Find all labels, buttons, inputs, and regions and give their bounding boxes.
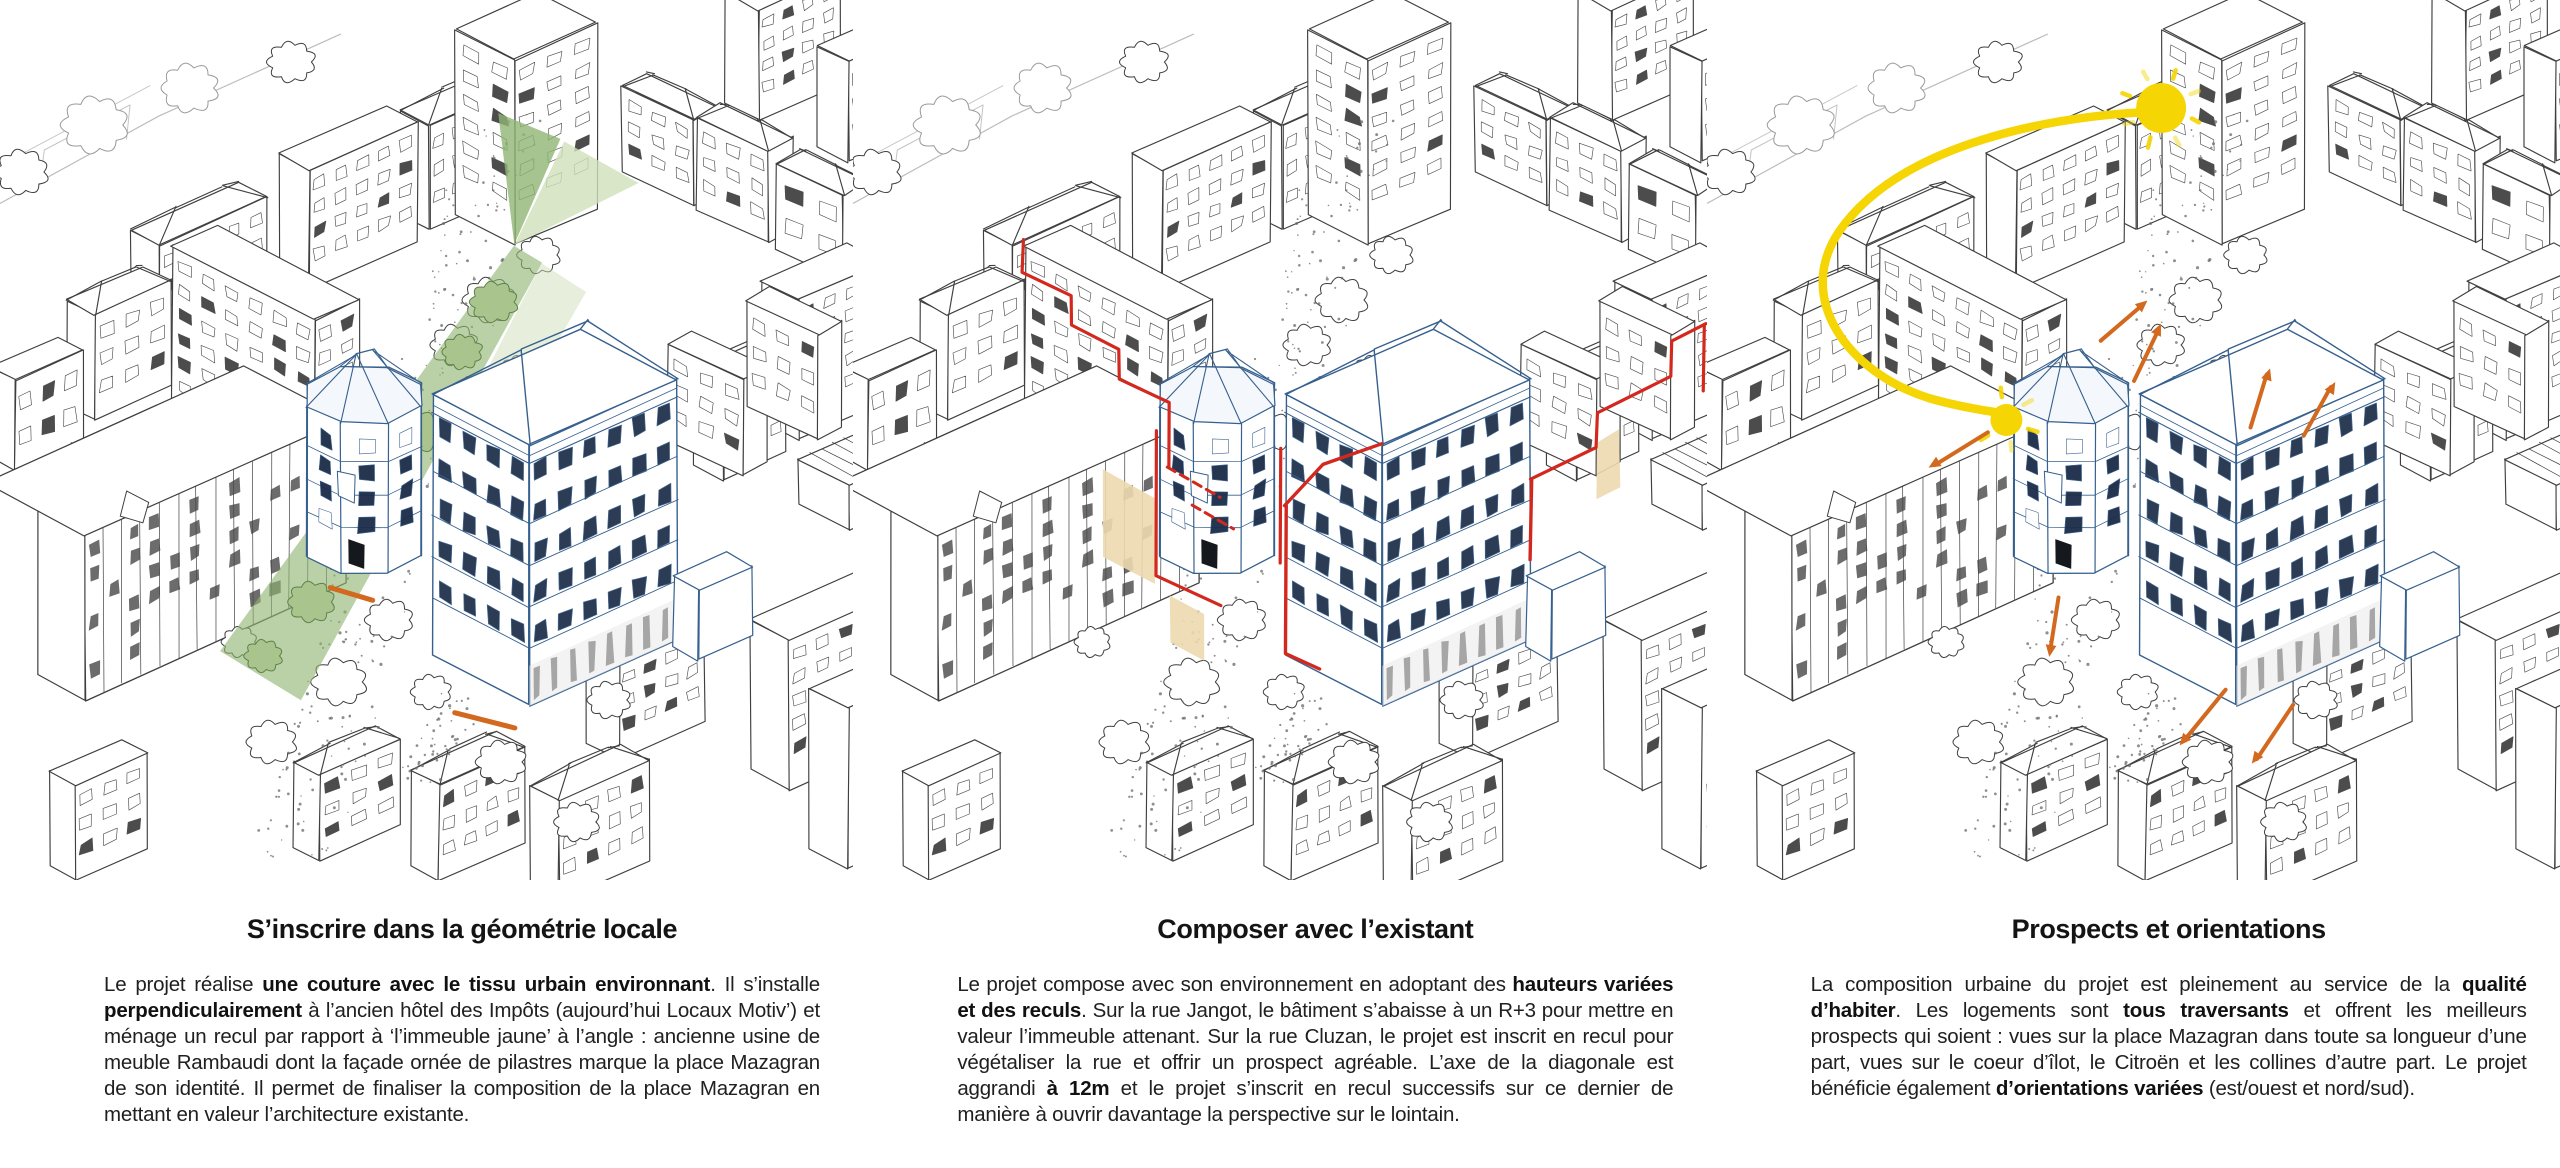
panel-title: Prospects et orientations bbox=[2011, 914, 2326, 944]
panel-body: Le projet compose avec son environnement en adoptant des hauteurs variées et des reculs. Sur la rue Jangot, le bâtiment s’abaisse à un R+3 pour mettre en valeur l’immeuble attenant. Sur la rue Cluzan, le projet est inscrit en recul pour végétaliser la rue et offrir un prospect agréable. L’axe de la diagonale est aggrandi à 12m et le projet s’inscrit en recul successifs sur ce dernier de manière à ouvrir davantage la perspective sur le lointain. bbox=[957, 973, 1674, 1126]
city-sketch bbox=[1707, 0, 2560, 880]
city-sketch bbox=[853, 0, 1706, 880]
orange-arrow bbox=[2045, 644, 2056, 657]
sketch-geometrie-locale-drawing bbox=[0, 0, 853, 880]
caption-geometrie-locale bbox=[104, 914, 820, 1128]
sketch-prospects-orientations-drawing bbox=[1707, 0, 2560, 880]
panel-body: La composition urbaine du projet est pleinement au service de la qualité d’habiter. Les logements sont tous traversants et offrent les meilleurs prospects qui soient : vues sur la place Mazagran dans toute sa longueur d’une part, vues sur le coeur d’îlot, le Citroën et les collines d’autre part. Le projet bénéficie également d’orientations variées (est/ouest et nord/sud). bbox=[1810, 973, 2527, 1100]
sketch-composer-existant-drawing bbox=[853, 0, 1706, 880]
panel-title: S’inscrire dans la géométrie locale bbox=[246, 914, 678, 944]
panel-body: Le projet réalise une couture avec le tissu urbain environnant. Il s’installe perpendiculairement à l’ancien hôtel des Impôts (aujourd’hui Locaux Motiv’) et ménage un recul par rapport à ‘l’immeuble jaune’ à l’angle : ancienne usine de meuble Rambaudi dont la façade ornée de pilastres marque la place Mazagran de son identité. Il permet de finaliser la composition de la place Mazagran en mettant en valeur l’architecture existante. bbox=[104, 973, 820, 1126]
caption-composer-existant bbox=[957, 914, 1673, 1128]
sun-icon bbox=[2136, 83, 2186, 133]
panel-title: Composer avec l’existant bbox=[1157, 914, 1474, 944]
panel-geometrie-locale bbox=[0, 0, 853, 1168]
caption-prospects-orientations bbox=[1811, 914, 2527, 1102]
panel-composer-existant bbox=[853, 0, 1706, 1168]
panel-prospects-orientations bbox=[1707, 0, 2560, 1168]
sun-icon bbox=[1990, 404, 2022, 436]
